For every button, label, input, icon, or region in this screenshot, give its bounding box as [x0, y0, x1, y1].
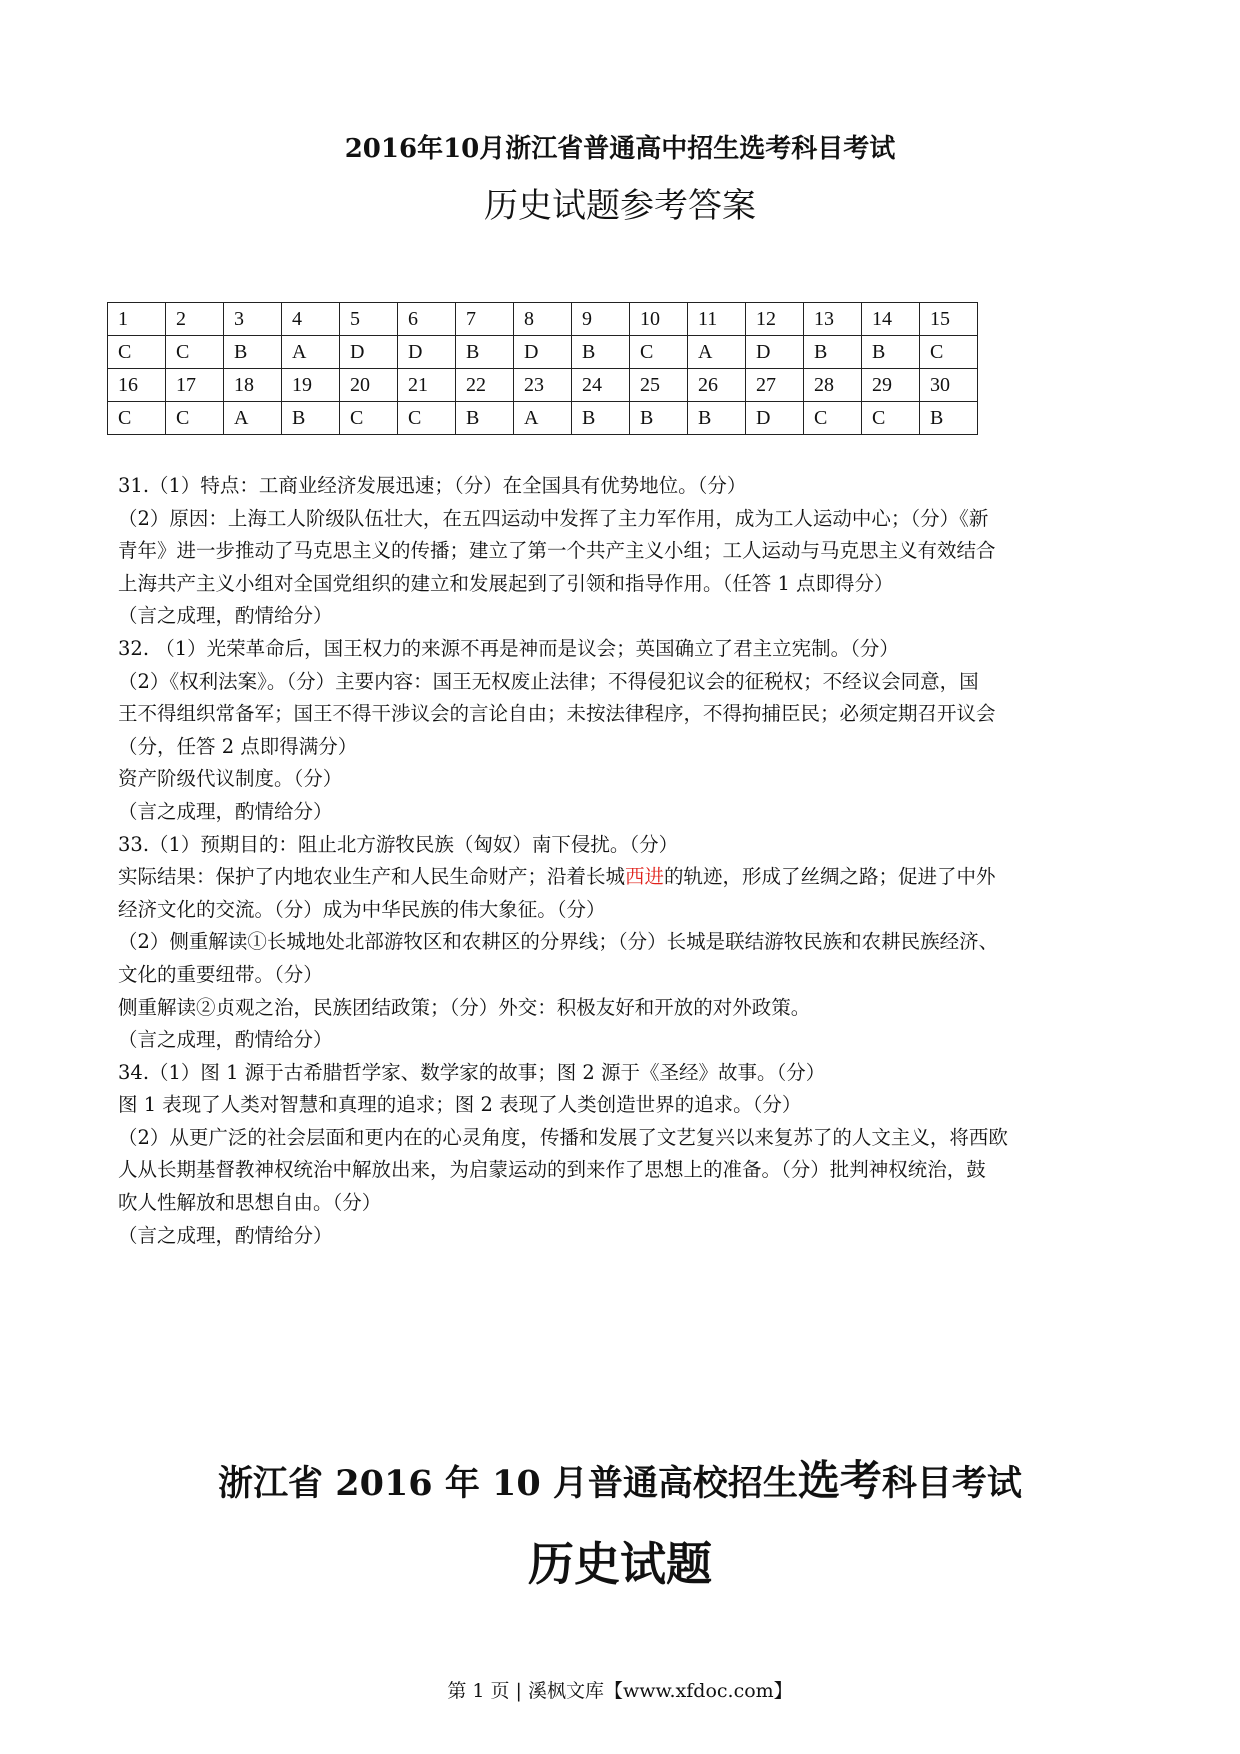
answer-line: （2）从更广泛的社会层面和更内在的心灵角度，传播和发展了文艺复兴以来复苏了的人文主义，将西欧 — [118, 1125, 1008, 1149]
table-row — [108, 402, 978, 435]
table-cell: 4 — [282, 303, 340, 336]
table-cell: D — [746, 336, 804, 369]
table-cell: 29 — [862, 369, 920, 402]
answer-table — [107, 302, 978, 435]
answer-line: 31.（1）特点：工商业经济发展迅速；（分）在全国具有优势地位。（分） — [118, 474, 747, 497]
answer-key-subtitle: 历史试题参考答案 — [484, 186, 756, 226]
table-cell: 1 — [108, 303, 166, 336]
answer-line: （2）原因：上海工人阶级队伍壮大，在五四运动中发挥了主力军作用，成为工人运动中心；（分）《新 — [118, 506, 989, 530]
table-cell: 12 — [746, 303, 804, 336]
table-cell: 24 — [572, 369, 630, 402]
table-cell: 14 — [862, 303, 920, 336]
table-cell: 22 — [456, 369, 514, 402]
exam-subtitle: 历史试题 — [528, 1537, 712, 1591]
table-cell: B — [456, 402, 514, 435]
answer-line: 王不得组织常备军；国王不得干涉议会的言论自由；未按法律程序，不得拘捕臣民；必须定期召开议会 — [118, 702, 996, 726]
page-footer: 第 1 页 | 溪枫文库【www.xfdoc.com】 — [447, 1680, 793, 1702]
table-cell: 3 — [224, 303, 282, 336]
table-cell: A — [224, 402, 282, 435]
answer-line: 33.（1）预期目的：阻止北方游牧民族（匈奴）南下侵扰。（分） — [118, 832, 679, 856]
table-cell: D — [746, 402, 804, 435]
answer-line: （2）侧重解读①长城地处北部游牧区和农耕区的分界线；（分）长城是联结游牧民族和农耕民族经济、 — [118, 930, 999, 954]
answer-line: （言之成理，酌情给分） — [118, 1028, 333, 1052]
table-cell: 28 — [804, 369, 862, 402]
table-cell: A — [514, 402, 572, 435]
answer-line: （言之成理，酌情给分） — [118, 604, 333, 628]
table-cell: 16 — [108, 369, 166, 402]
table-cell: 26 — [688, 369, 746, 402]
table-cell: 13 — [804, 303, 862, 336]
table-cell: 15 — [920, 303, 978, 336]
table-cell: B — [224, 336, 282, 369]
table-cell: 30 — [920, 369, 978, 402]
table-cell: 7 — [456, 303, 514, 336]
table-cell: 20 — [340, 369, 398, 402]
table-cell: 25 — [630, 369, 688, 402]
table-cell: 23 — [514, 369, 572, 402]
answer-line: 经济文化的交流。（分）成为中华民族的伟大象征。（分） — [118, 897, 606, 921]
answer-line: （2）《权利法案》。（分）主要内容：国王无权废止法律；不得侵犯议会的征税权；不经议会同意，国 — [118, 669, 979, 693]
table-cell: 17 — [166, 369, 224, 402]
answer-line: 人从长期基督教神权统治中解放出来，为启蒙运动的到来作了思想上的准备。（分）批判神权统治，鼓 — [118, 1158, 986, 1182]
answer-line: 资产阶级代议制度。（分） — [118, 767, 343, 791]
table-cell: B — [572, 336, 630, 369]
table-cell: D — [340, 336, 398, 369]
table-cell: B — [920, 402, 978, 435]
table-cell: C — [166, 402, 224, 435]
table-cell: C — [630, 336, 688, 369]
answer-line: 32. （1）光荣革命后，国王权力的来源不再是神而是议会；英国确立了君主立宪制。（分） — [118, 636, 899, 660]
table-cell: 27 — [746, 369, 804, 402]
answer-text — [118, 470, 1128, 1252]
answer-line: （分，任答 2 点即得满分） — [118, 734, 358, 758]
table-cell: C — [862, 402, 920, 435]
exam-title: 浙江省 2016 年 10 月普通高校招生选考科目考试 — [218, 1456, 1022, 1505]
answer-line: （言之成理，酌情给分） — [118, 799, 333, 823]
answer-line: 图 1 表现了人类对智慧和真理的追求；图 2 表现了人类创造世界的追求。（分） — [118, 1093, 802, 1117]
table-cell: B — [688, 402, 746, 435]
table-cell: 6 — [398, 303, 456, 336]
answer-line: 上海共产主义小组对全国党组织的建立和发展起到了引领和指导作用。（任答 1 点即得分） — [118, 571, 894, 595]
table-cell: A — [282, 336, 340, 369]
table-cell: C — [920, 336, 978, 369]
table-cell: 5 — [340, 303, 398, 336]
table-cell: B — [572, 402, 630, 435]
answer-line: 青年》进一步推动了马克思主义的传播；建立了第一个共产主义小组；工人运动与马克思主义有效结合 — [118, 539, 996, 563]
answer-line-33-result: 实际结果：保护了内地农业生产和人民生命财产；沿着长城西进的轨迹，形成了丝绸之路；促进了中外 — [118, 865, 996, 889]
table-cell: C — [108, 402, 166, 435]
table-cell: 8 — [514, 303, 572, 336]
table-cell: B — [282, 402, 340, 435]
table-cell: 2 — [166, 303, 224, 336]
table-cell: B — [804, 336, 862, 369]
table-cell: 11 — [688, 303, 746, 336]
table-cell: C — [398, 402, 456, 435]
table-cell: B — [456, 336, 514, 369]
answer-key-title: 2016年10月浙江省普通高中招生选考科目考试 — [344, 134, 896, 164]
table-row — [108, 336, 978, 369]
table-cell: B — [862, 336, 920, 369]
table-cell: 19 — [282, 369, 340, 402]
table-cell: 10 — [630, 303, 688, 336]
table-cell: D — [398, 336, 456, 369]
table-row — [108, 303, 978, 336]
table-cell: B — [630, 402, 688, 435]
table-cell: C — [340, 402, 398, 435]
table-cell: 18 — [224, 369, 282, 402]
table-cell: C — [108, 336, 166, 369]
answer-line: （言之成理，酌情给分） — [118, 1223, 333, 1247]
table-cell: C — [804, 402, 862, 435]
answer-line: 文化的重要纽带。（分） — [118, 962, 323, 986]
table-cell: C — [166, 336, 224, 369]
answer-line: 吹人性解放和思想自由。（分） — [118, 1191, 382, 1215]
table-cell: A — [688, 336, 746, 369]
table-row — [108, 369, 978, 402]
answer-line: 侧重解读②贞观之治，民族团结政策；（分）外交：积极友好和开放的对外政策。 — [118, 995, 811, 1019]
highlighted-text: 西进 — [625, 865, 665, 889]
table-cell: D — [514, 336, 572, 369]
table-cell: 21 — [398, 369, 456, 402]
answer-line: 34.（1）图 1 源于古希腊哲学家、数学家的故事；图 2 源于《圣经》故事。（分） — [118, 1060, 826, 1084]
table-cell: 9 — [572, 303, 630, 336]
